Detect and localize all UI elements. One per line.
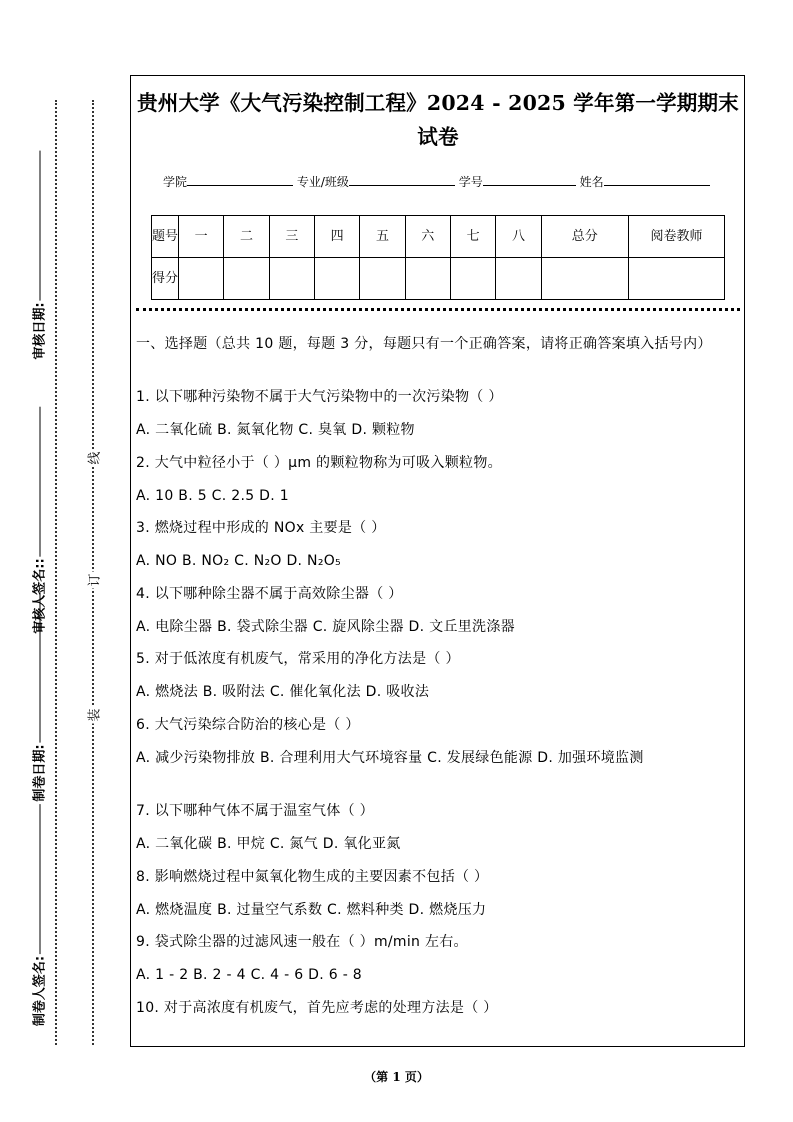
score-cell[interactable] [269,258,314,300]
score-header-cell: 四 [314,216,359,258]
score-cell[interactable] [360,258,405,300]
score-cell[interactable] [405,258,450,300]
compile-date-label: 制卷日期: [29,592,48,801]
question-line: 6. 大气污染综合防治的核心是（ ） [136,717,360,733]
score-table [151,215,725,300]
score-cell[interactable] [179,258,224,300]
question-line: 5. 对于低浓度有机废气，常采用的净化方法是（ ） [136,651,460,667]
question-line: 3. 燃烧过程中形成的 NOx 主要是（ ） [136,520,386,536]
options-line: A. 减少污染物排放 B. 合理利用大气环境容量 C. 发展绿色能源 D. 加强环境监测 [136,750,644,766]
page-number: （第 1 页） [364,1070,429,1084]
question-line: 8. 影响燃烧过程中氮氧化物生成的主要因素不包括（ ） [136,869,489,885]
options-line: A. 10 B. 5 C. 2.5 D. 1 [136,488,289,504]
score-header-cell: 总分 [541,216,628,258]
score-row-label: 得分 [152,258,179,300]
student-info-row [163,172,710,190]
options-line: A. 二氧化硫 B. 氮氧化物 C. 臭氧 D. 颗粒物 [136,422,415,438]
student-id-field[interactable] [483,172,576,186]
section-heading: 一、选择题（总共 10 题，每题 3 分，每题只有一个正确答案，请将正确答案填入括号内） [136,336,712,352]
options-line: A. 燃烧法 B. 吸附法 C. 催化氧化法 D. 吸收法 [136,684,430,700]
score-cell[interactable] [314,258,359,300]
score-cell[interactable] [450,258,495,300]
name-field[interactable] [604,172,710,186]
score-header-cell: 题号 [152,216,179,258]
question-line: 9. 袋式除尘器的过滤风速一般在（ ）m/min 左右。 [136,934,468,950]
reviewer-signature-field[interactable] [40,406,41,556]
exam-title: 贵州大学《大气污染控制工程》2024 - 2025 学年第一学期期末试卷 [137,91,739,149]
compiler-signature-field[interactable] [40,804,41,954]
score-cell[interactable] [629,258,725,300]
major-class-field[interactable] [349,172,455,186]
score-header-cell: 阅卷教师 [629,216,725,258]
options-line: A. NO B. NO₂ C. N₂O D. N₂O₅ [136,553,341,569]
score-header-cell: 六 [405,216,450,258]
reviewer-signature-label: 审核人签名:: [29,406,48,633]
score-cell[interactable] [496,258,541,300]
compiler-signature-label: 制卷人签名: [29,804,48,1026]
options-line: A. 二氧化碳 B. 甲烷 C. 氮气 D. 氧化亚氮 [136,836,401,852]
college-field[interactable] [187,172,293,186]
question-line: 4. 以下哪种除尘器不属于高效除尘器（ ） [136,586,403,602]
binding-char-line: 线 [84,449,103,466]
question-line: 7. 以下哪种气体不属于温室气体（ ） [136,803,374,819]
student-id-label: 学号 [458,175,483,189]
college-label: 学院 [163,175,188,189]
review-date-field[interactable] [40,150,41,300]
score-header-cell: 八 [496,216,541,258]
options-line: A. 电除尘器 B. 袋式除尘器 C. 旋风除尘器 D. 文丘里洗涤器 [136,619,515,635]
score-header-cell: 一 [179,216,224,258]
score-cell[interactable] [224,258,269,300]
dotted-separator [136,308,740,311]
binding-char-bind: 装 [84,706,103,723]
binding-char-staple: 订 [84,571,103,588]
question-line: 10. 对于高浓度有机废气，首先应考虑的处理方法是（ ） [136,1000,498,1016]
question-line: 2. 大气中粒径小于（ ）μm 的颗粒物称为可吸入颗粒物。 [136,455,502,471]
score-header-cell: 五 [360,216,405,258]
review-date-label: 审核日期: [29,150,48,359]
question-line: 1. 以下哪种污染物不属于大气污染物中的一次污染物（ ） [136,389,503,405]
major-class-label: 专业/班级 [296,175,349,189]
score-header-cell: 三 [269,216,314,258]
score-table-score-row [152,258,725,300]
outer-dotted-line [55,100,57,1045]
compile-date-field[interactable] [40,592,41,742]
score-table-header-row [152,216,725,258]
options-line: A. 燃烧温度 B. 过量空气系数 C. 燃料种类 D. 燃烧压力 [136,902,487,918]
score-header-cell: 二 [224,216,269,258]
name-label: 姓名 [579,175,604,189]
options-line: A. 1 - 2 B. 2 - 4 C. 4 - 6 D. 6 - 8 [136,967,363,983]
score-cell[interactable] [541,258,628,300]
score-header-cell: 七 [450,216,495,258]
